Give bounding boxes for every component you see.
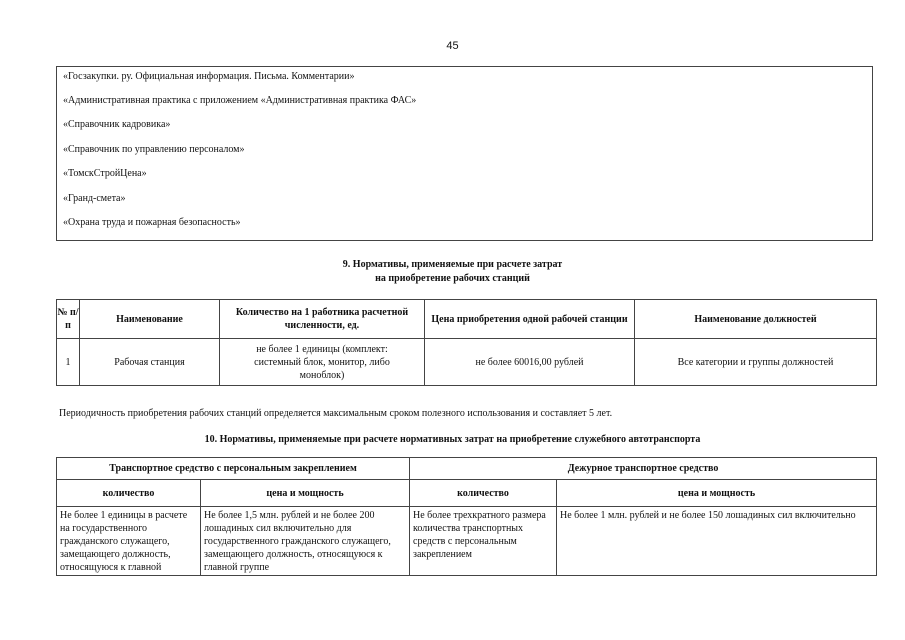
table-row [57, 507, 877, 576]
group-header-duty: Дежурное транспортное средство [410, 458, 877, 480]
header-cell: Количество на 1 работника расчетной численности, ед. [220, 300, 425, 339]
section9-title [0, 258, 905, 286]
table-row [57, 339, 877, 386]
sub-header-cell: цена и мощность [557, 480, 877, 507]
table-cell [410, 507, 557, 576]
table-cell: не более 60016,00 рублей [425, 339, 635, 386]
group-header-row [57, 458, 877, 480]
workstation-note: Периодичность приобретения рабочих станций определяется максимальным сроком полезного использования и составляет 5 лет. [59, 408, 613, 419]
cell-text: Не более 1,5 млн. рублей и не более 200 лошадиных сил включительно для государственного гражданского служащего, замещающего должность, относящуюся к главной группе [204, 510, 391, 573]
sub-header-cell: количество [410, 480, 557, 507]
header-cell: № п/п [57, 300, 80, 339]
workstation-table [56, 299, 877, 386]
box-item: «Госзакупки. ру. Официальная информация. Письма. Комментарии» [63, 71, 355, 82]
cell-text: Не более трехкратного размера количества транспортных средств с персональным закреплением [413, 510, 546, 560]
table-cell: Рабочая станция [80, 339, 220, 386]
cell-text: Не более 1 млн. рублей и не более 150 лошадиных сил включительно [560, 510, 856, 521]
section9-title-line2: на приобретение рабочих станций [375, 273, 530, 284]
sub-header-cell: цена и мощность [201, 480, 410, 507]
table-cell: 1 [57, 339, 80, 386]
table-cell: не более 1 единицы (комплект: системный блок, монитор, либо моноблок) [220, 339, 425, 386]
box-item: «Справочник по управлению персоналом» [63, 144, 245, 155]
reference-systems-box [56, 66, 873, 241]
table-cell: Все категории и группы должностей [635, 339, 877, 386]
table-header-row [57, 300, 877, 339]
sub-header-cell: количество [57, 480, 201, 507]
box-item: «Административная практика с приложением «Административная практика ФАС» [63, 95, 417, 106]
page-number: 45 [446, 40, 459, 52]
box-item: «Гранд-смета» [63, 193, 126, 204]
box-item: «ТомскСтройЦена» [63, 168, 147, 179]
table-cell [557, 507, 877, 576]
section10-title: 10. Нормативы, применяемые при расчете нормативных затрат на приобретение служебного автотранспорта [204, 434, 701, 445]
table-cell [201, 507, 410, 576]
section9-title-line1: 9. Нормативы, применяемые при расчете затрат [342, 259, 563, 270]
cell-text: Не более 1 единицы в расчете на государственного гражданского служащего, замещающего должность, относящуюся к главной [60, 510, 188, 573]
sub-header-row [57, 480, 877, 507]
box-item: «Справочник кадровика» [63, 119, 171, 130]
header-cell: Цена приобретения одной рабочей станции [425, 300, 635, 339]
header-cell: Наименование [80, 300, 220, 339]
group-header-personal: Транспортное средство с персональным закреплением [57, 458, 410, 480]
vehicle-table [56, 457, 877, 576]
header-cell: Наименование должностей [635, 300, 877, 339]
box-item: «Охрана труда и пожарная безопасность» [63, 217, 241, 228]
table-cell [57, 507, 201, 576]
